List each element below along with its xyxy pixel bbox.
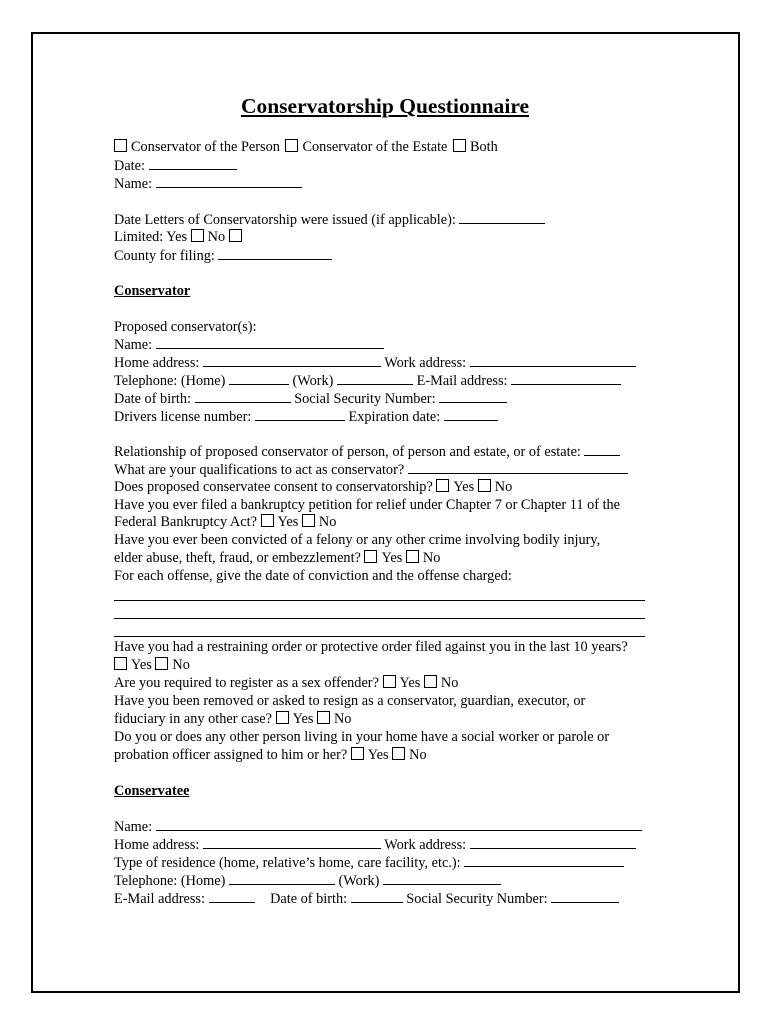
felony-yes-label: Yes [381,550,403,566]
bankruptcy-no-checkbox[interactable] [302,514,315,527]
bankruptcy-yes-label: Yes [277,514,299,530]
qualifications-field[interactable] [408,461,628,474]
bankruptcy-no-label: No [318,514,337,530]
conservator-work-field[interactable] [470,354,636,367]
social-worker-no-label: No [409,747,427,763]
consent-yes-label: Yes [453,479,475,495]
limited-no-checkbox[interactable] [229,229,242,242]
both-label: Both [469,139,498,155]
county-row [114,247,332,265]
conservator-dob-field[interactable] [195,390,291,403]
restraining-yes-checkbox[interactable] [114,657,127,670]
name-label: Name: [114,176,153,192]
person-label: Conservator of the Person [131,139,280,155]
offense-line-1[interactable] [114,600,645,601]
conservatee-email-label: E-Mail address: [114,891,205,907]
conservatee-home-label: Home address: [114,837,200,853]
restraining-no-checkbox[interactable] [155,657,168,670]
name-row [114,175,302,193]
removed-no-checkbox[interactable] [317,711,330,724]
conservatee-phone-work-field[interactable] [383,872,501,885]
limited-row [114,229,246,246]
relationship-row [114,443,620,461]
conservatee-heading: Conservatee [114,783,190,799]
relationship-field[interactable] [584,443,620,456]
conservator-email-label: E-Mail address: [416,373,508,389]
conservatee-dob-label: Date of birth: [270,891,348,907]
conservatee-phone-home-field[interactable] [229,872,335,885]
sex-offender-label: Are you required to register as a sex offender? [114,675,379,691]
conservator-home-label: Home address: [114,355,200,371]
bankruptcy-yes-checkbox[interactable] [261,514,274,527]
social-worker-label-1: Do you or does any other person living in your home have a social worker or parole or [114,729,610,745]
conservatee-phone-work-label: (Work) [338,873,380,889]
removed-yes-label: Yes [292,711,314,727]
offense-line-2[interactable] [114,618,645,619]
conservatee-ssn-label: Social Security Number: [406,891,548,907]
conservator-name-row [114,336,384,354]
removed-label-1: Have you been removed or asked to resign as a conservator, guardian, executor, or [114,693,586,709]
sex-offender-yes-checkbox[interactable] [383,675,396,688]
consent-no-label: No [494,479,513,495]
conservatee-email-row [114,890,619,908]
conservator-phone-home-label: Telephone: (Home) [114,373,226,389]
bankruptcy-label-1: Have you ever filed a bankruptcy petition for relief under Chapter 7 or Chapter 11 of the [114,497,621,513]
sex-offender-yes-label: Yes [399,675,421,691]
conservatee-residence-row [114,854,624,872]
restraining-row [114,657,190,674]
conservatee-residence-field[interactable] [464,854,624,867]
conservator-dob-label: Date of birth: [114,391,192,407]
conservator-expiration-label: Expiration date: [348,409,441,425]
consent-label: Does proposed conservatee consent to conservatorship? [114,479,433,495]
letters-label: Date Letters of Conservatorship were issued (if applicable): [114,212,456,228]
conservator-work-label: Work address: [384,355,467,371]
removed-yes-checkbox[interactable] [276,711,289,724]
restraining-yes-label: Yes [131,657,152,673]
offense-line-3[interactable] [114,636,645,637]
conservator-expiration-field[interactable] [444,408,498,421]
conservator-phone-row [114,372,621,390]
felony-row [114,550,440,567]
felony-no-checkbox[interactable] [406,550,419,563]
consent-row [114,479,512,496]
restraining-label: Have you had a restraining order or protective order filed against you in the last 10 years? [114,639,628,655]
sex-offender-row [114,675,458,692]
conservator-phone-work-label: (Work) [292,373,334,389]
social-worker-row [114,747,427,764]
sex-offender-no-label: No [440,675,459,691]
conservatee-name-field[interactable] [156,818,642,831]
conservator-phone-home-field[interactable] [229,372,289,385]
conservatee-dob-field[interactable] [351,890,403,903]
felony-no-label: No [422,550,441,566]
date-label: Date: [114,158,145,174]
bankruptcy-row [114,514,336,531]
date-field[interactable] [149,157,237,170]
conservator-name-field[interactable] [156,336,384,349]
estate-label: Conservator of the Estate [302,139,448,155]
conservator-ssn-field[interactable] [439,390,507,403]
county-label: County for filing: [114,248,215,264]
conservator-ssn-label: Social Security Number: [294,391,436,407]
social-worker-no-checkbox[interactable] [392,747,405,760]
conservatee-name-row [114,818,642,836]
conservator-phone-work-field[interactable] [337,372,413,385]
conservator-dob-row [114,390,507,408]
conservatee-residence-label: Type of residence (home, relative’s home, care facility, etc.): [114,855,461,871]
name-field[interactable] [156,175,302,188]
conservator-name-label: Name: [114,337,153,353]
letters-row [114,211,545,229]
conservatee-work-label: Work address: [384,837,467,853]
limited-no-label: No [207,229,226,245]
removed-row [114,711,351,728]
conservatee-phone-home-label: Telephone: (Home) [114,873,226,889]
removed-label-2: fiduciary in any other case? [114,711,272,727]
conservator-address-row [114,354,636,372]
date-row [114,157,237,175]
conservatee-email-field[interactable] [209,890,255,903]
removed-no-label: No [333,711,352,727]
social-worker-label-2: probation officer assigned to him or her? [114,747,348,763]
both-checkbox[interactable] [453,139,466,152]
person-checkbox[interactable] [114,139,127,152]
offense-label: For each offense, give the date of conviction and the offense charged: [114,568,512,584]
type-row [114,139,498,156]
conservatee-name-label: Name: [114,819,153,835]
qualifications-row [114,461,628,479]
relationship-label: Relationship of proposed conservator of person, of person and estate, or of estate: [114,444,581,460]
consent-yes-checkbox[interactable] [436,479,449,492]
consent-no-checkbox[interactable] [478,479,491,492]
conservator-email-field[interactable] [511,372,621,385]
limited-yes-checkbox[interactable] [191,229,204,242]
estate-checkbox[interactable] [285,139,298,152]
page-title: Conservatorship Questionnaire [240,94,530,118]
qualifications-label: What are your qualifications to act as conservator? [114,462,405,478]
limited-label: Limited: Yes [114,229,188,245]
county-field[interactable] [218,247,332,260]
restraining-no-label: No [172,657,190,673]
conservator-home-field[interactable] [203,354,381,367]
conservatee-phone-row [114,872,501,890]
conservatee-work-field[interactable] [470,836,636,849]
conservatee-home-field[interactable] [203,836,381,849]
conservator-license-label: Drivers license number: [114,409,252,425]
social-worker-yes-label: Yes [367,747,389,763]
bankruptcy-label-2: Federal Bankruptcy Act? [114,514,257,530]
social-worker-yes-checkbox[interactable] [351,747,364,760]
conservatee-ssn-field[interactable] [551,890,619,903]
proposed-label: Proposed conservator(s): [114,319,257,335]
conservatee-address-row [114,836,636,854]
felony-yes-checkbox[interactable] [364,550,377,563]
letters-field[interactable] [459,211,545,224]
conservator-license-field[interactable] [255,408,345,421]
conservator-heading: Conservator [114,283,191,299]
conservator-license-row [114,408,498,426]
felony-label-1: Have you ever been convicted of a felony or any other crime involving bodily injury, [114,532,601,548]
felony-label-2: elder abuse, theft, fraud, or embezzlement? [114,550,361,566]
sex-offender-no-checkbox[interactable] [424,675,437,688]
